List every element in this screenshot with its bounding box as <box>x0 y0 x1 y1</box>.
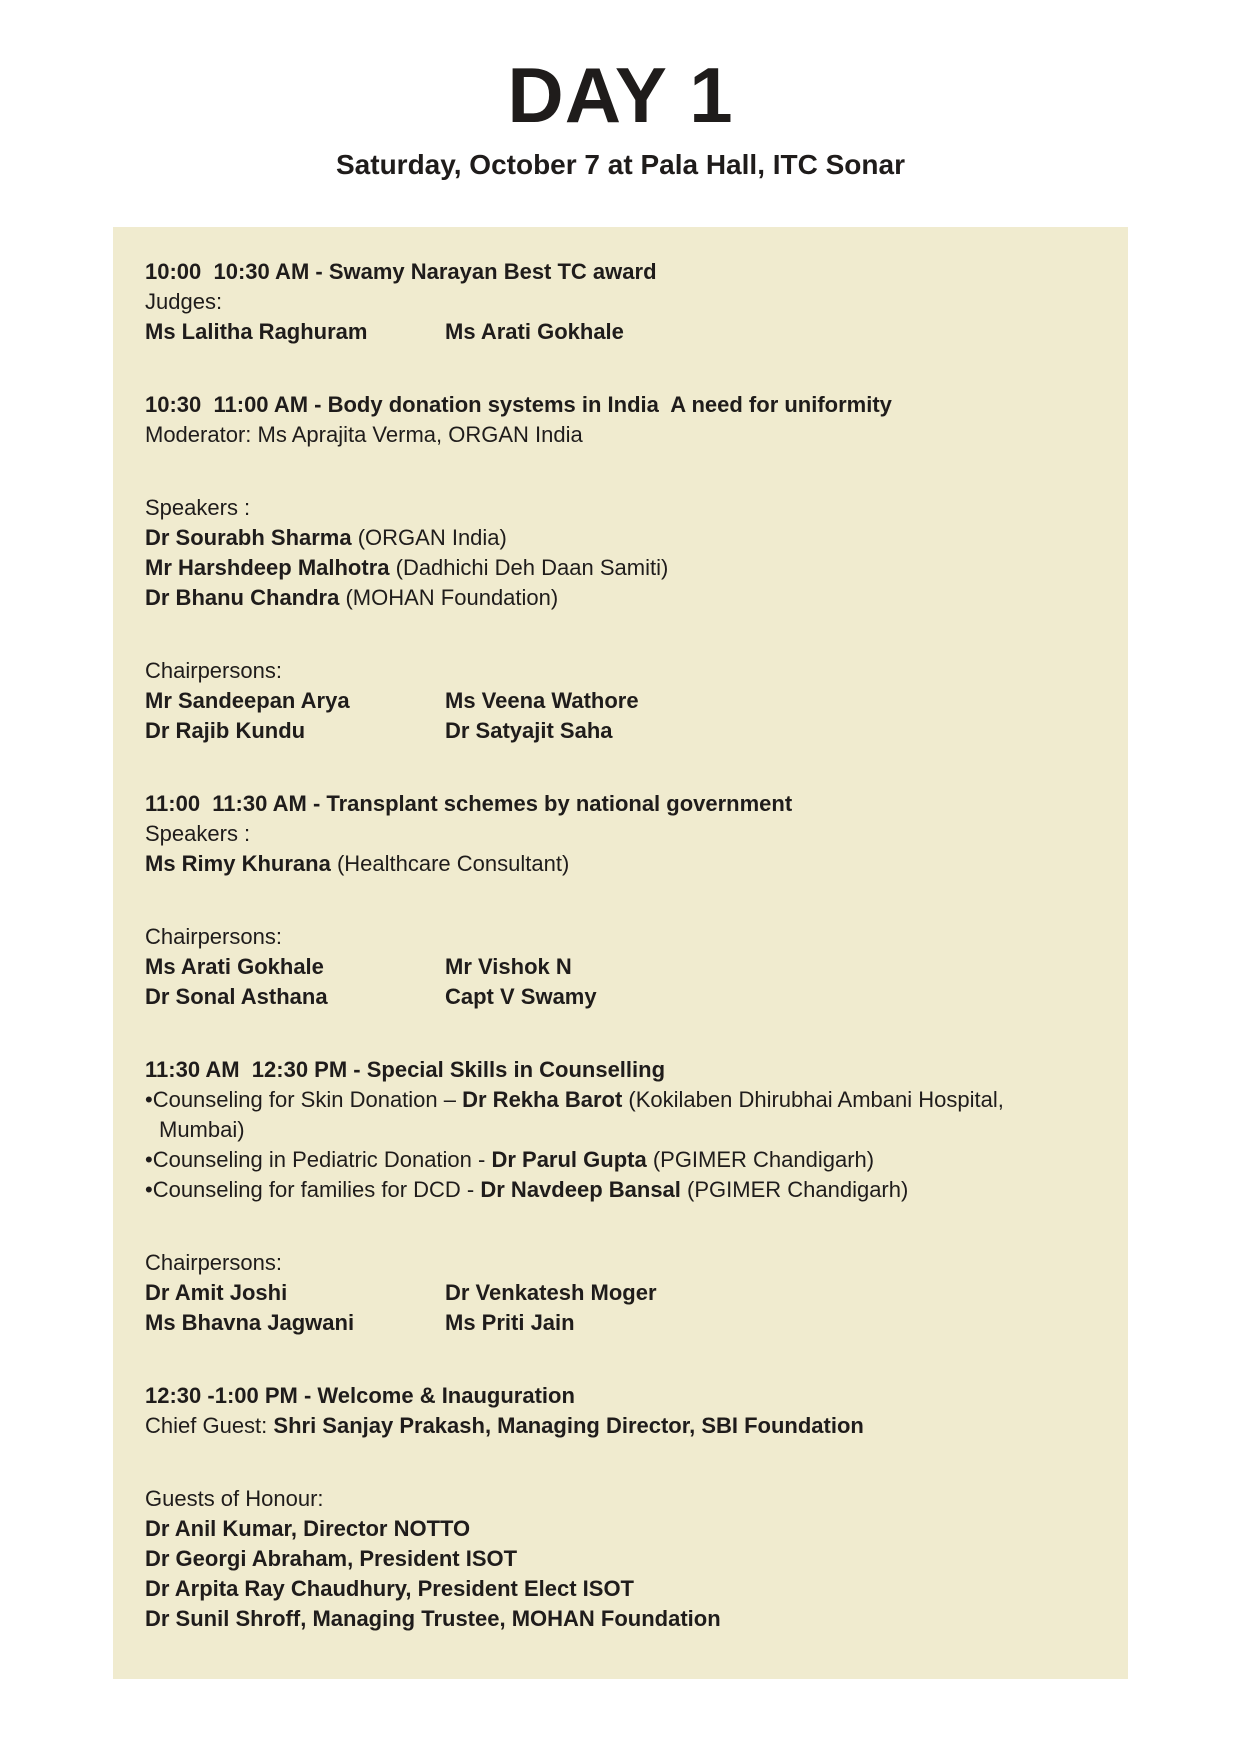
text-segment: Dr Rekha Barot <box>462 1087 623 1113</box>
text-line <box>145 819 1096 849</box>
text-line <box>145 420 1096 450</box>
person-name: Mr Vishok N <box>445 954 572 980</box>
person-name: Dr Rajib Kundu <box>145 718 306 744</box>
text-segment: (Kokilaben Dhirubhai Ambani Hospital, Mumbai) <box>159 1087 1010 1143</box>
session-block <box>145 390 1096 746</box>
text-segment: Shri Sanjay Prakash, Managing Director, SBI Foundation <box>273 1413 864 1439</box>
text-segment: (Dadhichi Deh Daan Samiti) <box>389 555 669 581</box>
person-name: Dr Venkatesh Moger <box>445 1280 657 1306</box>
person-name: Dr Satyajit Saha <box>445 718 613 744</box>
text-segment: Dr Navdeep Bansal <box>480 1177 681 1203</box>
person-name: Ms Lalitha Raghuram <box>145 319 368 345</box>
text-line <box>145 1484 1096 1514</box>
text-line <box>145 656 1096 686</box>
text-segment: (Healthcare Consultant) <box>330 851 570 877</box>
text-segment: Guests of Honour: <box>145 1486 324 1512</box>
text-line <box>145 922 1096 952</box>
text-line <box>145 1514 1096 1544</box>
text-line <box>145 1544 1096 1574</box>
session-heading: 10:00 10:30 AM - Swamy Narayan Best TC award <box>145 259 657 285</box>
text-line <box>145 1411 1096 1441</box>
bullet-item <box>145 1175 1045 1205</box>
page-title: DAY 1 <box>507 51 734 139</box>
bullet-icon: • <box>145 1177 153 1203</box>
people-pair <box>145 317 1096 347</box>
person-name: Ms Bhavna Jagwani <box>145 1310 355 1336</box>
text-segment: Counseling for Skin Donation – <box>152 1087 463 1113</box>
people-pair <box>145 716 1096 746</box>
text-segment: Speakers : <box>145 821 251 847</box>
session-heading: 11:00 11:30 AM - Transplant schemes by national government <box>145 791 793 817</box>
person-name: Ms Veena Wathore <box>445 688 639 714</box>
person-name: Dr Amit Joshi <box>145 1280 288 1306</box>
text-segment: Mr Harshdeep Malhotra <box>145 555 390 581</box>
text-segment: Chairpersons: <box>145 924 282 950</box>
page-subtitle: Saturday, October 7 at Pala Hall, ITC Sonar <box>336 149 905 181</box>
person-name: Ms Arati Gokhale <box>445 319 624 345</box>
people-pair <box>145 952 1096 982</box>
session-heading: 12:30 -1:00 PM - Welcome & Inauguration <box>145 1383 575 1409</box>
people-pair <box>145 1278 1096 1308</box>
schedule-panel <box>113 227 1128 1679</box>
session-block <box>145 257 1096 347</box>
text-segment: Chairpersons: <box>145 658 282 684</box>
people-pair <box>145 982 1096 1012</box>
text-segment: (ORGAN India) <box>351 525 507 551</box>
text-segment: Dr Georgi Abraham, President ISOT <box>145 1546 518 1572</box>
text-line <box>145 849 1096 879</box>
person-name: Dr Sonal Asthana <box>145 984 328 1010</box>
blank-gap <box>145 1441 1096 1484</box>
text-segment: Ms Rimy Khurana <box>145 851 331 877</box>
text-segment: (MOHAN Foundation) <box>339 585 559 611</box>
person-name: Ms Arati Gokhale <box>145 954 324 980</box>
person-name: Capt V Swamy <box>445 984 597 1010</box>
text-segment: Counseling for families for DCD - <box>152 1177 481 1203</box>
people-pair <box>145 686 1096 716</box>
bullet-item <box>145 1085 1045 1145</box>
text-line <box>145 493 1096 523</box>
text-segment: Speakers : <box>145 495 251 521</box>
text-segment: Dr Parul Gupta <box>491 1147 647 1173</box>
bullet-icon: • <box>145 1147 153 1173</box>
bullet-item <box>145 1145 1045 1175</box>
person-name: Ms Priti Jain <box>445 1310 575 1336</box>
text-segment: Dr Anil Kumar, Director NOTTO <box>145 1516 471 1542</box>
text-line <box>145 553 1096 583</box>
session-block <box>145 789 1096 1012</box>
text-segment: (PGIMER Chandigarh) <box>646 1147 875 1173</box>
session-block <box>145 1381 1096 1634</box>
text-segment: Counseling in Pediatric Donation - <box>152 1147 492 1173</box>
text-line <box>145 1248 1096 1278</box>
person-name: Mr Sandeepan Arya <box>145 688 350 714</box>
blank-gap <box>145 1205 1096 1248</box>
page-header <box>0 0 1241 183</box>
text-line <box>145 287 1096 317</box>
session-heading: 10:30 11:00 AM - Body donation systems in India A need for uniformity <box>145 392 892 418</box>
people-pair <box>145 1308 1096 1338</box>
text-line <box>145 1574 1096 1604</box>
blank-gap <box>145 879 1096 922</box>
text-segment: (PGIMER Chandigarh) <box>680 1177 909 1203</box>
bullet-icon: • <box>145 1087 153 1113</box>
text-segment: Chief Guest: <box>145 1413 274 1439</box>
text-segment: Dr Sunil Shroff, Managing Trustee, MOHAN Foundation <box>145 1606 721 1632</box>
text-segment: Chairpersons: <box>145 1250 282 1276</box>
blank-gap <box>145 450 1096 493</box>
text-line <box>145 523 1096 553</box>
text-segment: Moderator: Ms Aprajita Verma, ORGAN India <box>145 422 583 448</box>
text-segment: Dr Sourabh Sharma <box>145 525 352 551</box>
text-segment: Dr Arpita Ray Chaudhury, President Elect ISOT <box>145 1576 634 1602</box>
session-heading: 11:30 AM 12:30 PM - Special Skills in Counselling <box>145 1057 666 1083</box>
text-segment: Dr Bhanu Chandra <box>145 585 340 611</box>
blank-gap <box>145 613 1096 656</box>
text-line <box>145 1604 1096 1634</box>
text-line <box>145 583 1096 613</box>
session-block <box>145 1055 1096 1338</box>
text-segment: Judges: <box>145 289 223 315</box>
